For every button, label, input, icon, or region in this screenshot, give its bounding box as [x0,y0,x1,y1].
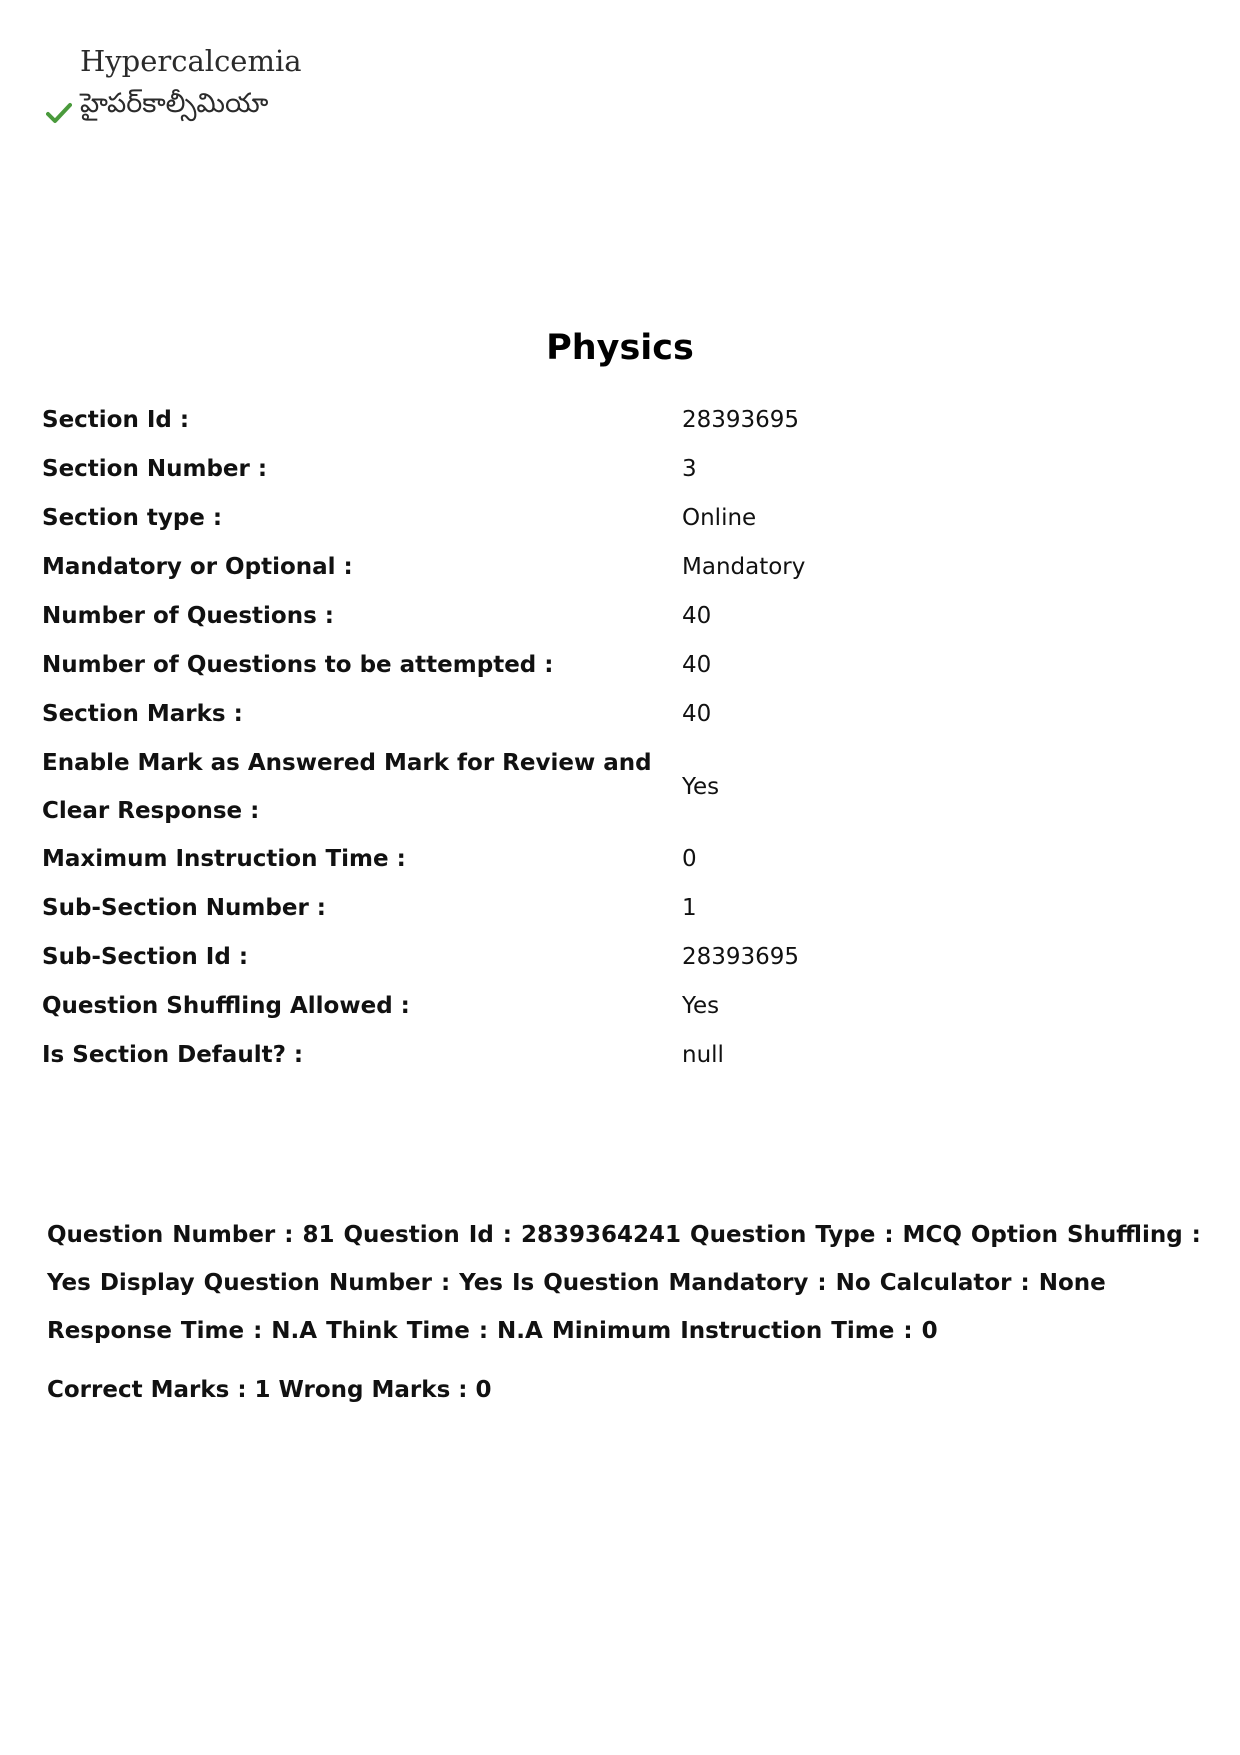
section-info-row [42,835,1202,884]
section-info-value: null [682,1042,724,1068]
section-info-value: 28393695 [682,944,800,970]
section-info-label: Section Marks : [42,701,243,727]
section-info-label: Mandatory or Optional : [42,554,353,580]
section-info-value: 40 [682,701,712,727]
section-info-value: Online [682,505,757,531]
section-info-row [42,982,1202,1031]
section-title: Physics [546,328,694,368]
section-info-label: Is Section Default? : [42,1042,304,1068]
section-info-row [42,1031,1202,1080]
section-info-label: Enable Mark as Answered Mark for Review and Clear Response : [42,750,652,824]
answer-english-text: Hypercalcemia [80,44,302,78]
section-info-row [42,592,1202,641]
section-info-row [42,494,1202,543]
section-info-row [42,690,1202,739]
section-info-label: Sub-Section Number : [42,895,327,921]
section-info-label: Sub-Section Id : [42,944,249,970]
answer-telugu-text: హైపర్‌కాల్సీమియా [80,88,269,119]
section-info-row [42,884,1202,933]
section-info-row [42,445,1202,494]
section-info-value: 40 [682,603,712,629]
section-info-value: 3 [682,456,697,482]
section-info-value: 1 [682,895,697,921]
section-info-label: Maximum Instruction Time : [42,846,406,872]
section-info-table [42,396,1202,1080]
section-info-value: Yes [682,773,720,800]
section-info-label: Section Number : [42,456,268,482]
section-info-label: Number of Questions : [42,603,334,629]
section-info-label: Section type : [42,505,223,531]
section-info-label: Section Id : [42,407,190,433]
section-info-row [42,641,1202,690]
section-info-value: 28393695 [682,407,800,433]
section-info-row [42,933,1202,982]
section-info-label: Number of Questions to be attempted : [42,652,554,678]
section-info-row [42,396,1202,445]
section-info-value: Mandatory [682,554,806,580]
section-info-row [42,543,1202,592]
section-info-value: 40 [682,652,712,678]
section-info-value: Yes [682,993,720,1019]
section-info-value: 0 [682,846,697,872]
question-metadata: Question Number : 81 Question Id : 2839364241 Question Type : MCQ Option Shuffling : Yes Display Question Number : Yes Is Question Mandatory : No Calculator : None Response Time : N.A Think Time : N.A Minimum Instruction Time : 0 [47,1222,1201,1344]
section-info-label: Question Shuffling Allowed : [42,993,410,1019]
check-icon [46,102,72,124]
section-info-row [42,739,1202,835]
question-marks: Correct Marks : 1 Wrong Marks : 0 [47,1377,492,1403]
